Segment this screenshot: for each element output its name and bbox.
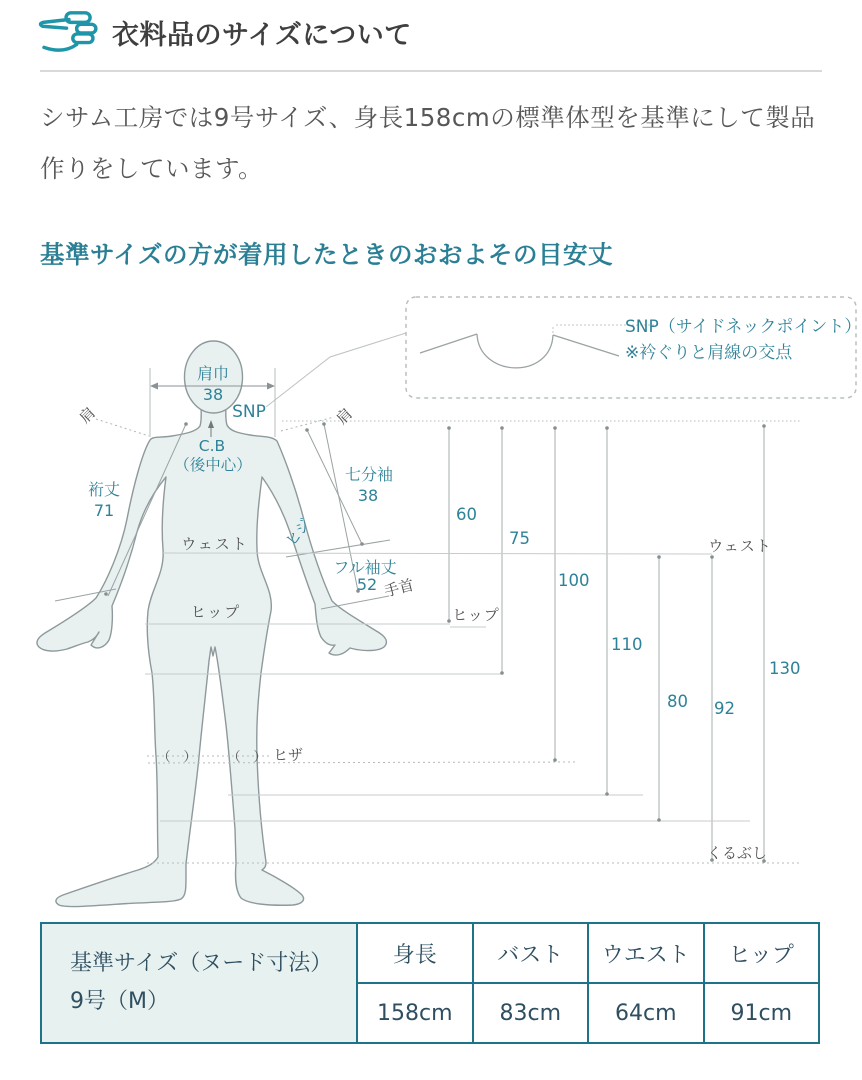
label-full-sleeve: フル袖丈: [333, 558, 397, 577]
value-waist: 64cm: [588, 983, 704, 1043]
length-lines: [449, 426, 764, 861]
label-waist-side: ウェスト: [708, 537, 772, 555]
label-length-100: 100: [558, 571, 590, 590]
label-length-75: 75: [509, 529, 530, 548]
label-yuki: 裄丈: [87, 480, 121, 499]
label-hip-body: ヒップ: [190, 603, 242, 621]
label-length-130: 130: [769, 659, 801, 678]
label-yuki-value: 71: [93, 501, 115, 520]
snp-callout: [406, 297, 861, 398]
arrow-left: [150, 383, 158, 390]
label-length-80: 80: [667, 692, 688, 711]
label-three-quarter-sleeve-value: 38: [357, 486, 379, 505]
size-table: [40, 922, 820, 1044]
label-ankle: くるぶし: [706, 844, 768, 862]
label-length-60: 60: [456, 505, 477, 524]
col-header-hip: ヒップ: [704, 923, 820, 983]
label-shoulder-right: 肩: [332, 404, 356, 428]
label-length-110: 110: [611, 635, 643, 654]
knee-mark-right: （ ）: [227, 750, 267, 765]
snp-callout-note: ※衿ぐりと肩線の交点: [625, 343, 793, 363]
table-header-row: [41, 923, 819, 983]
label-three-quarter-sleeve: 七分袖: [344, 465, 394, 484]
col-header-waist: ウエスト: [588, 923, 704, 983]
label-waist-body: ウェスト: [181, 535, 249, 553]
value-height: 158cm: [357, 983, 473, 1043]
arrow-right: [267, 383, 275, 390]
label-center-back: C.B: [198, 437, 226, 455]
col-header-bust: バスト: [473, 923, 589, 983]
label-shoulder-left: 肩: [75, 403, 99, 427]
knee-mark-left: （ ）: [157, 750, 197, 765]
label-full-sleeve-value: 52: [356, 575, 378, 594]
label-center-back-sub: （後中心）: [174, 456, 252, 474]
snp-callout-title: SNP（サイドネックポイント）: [625, 317, 862, 337]
col-header-height: 身長: [357, 923, 473, 983]
page-title: 衣料品のサイズについて: [112, 19, 412, 51]
label-hip-side: ヒップ: [452, 606, 500, 624]
label-shoulder-width: 肩巾: [196, 364, 230, 383]
label-shoulder-width-value: 38: [202, 385, 224, 404]
label-knee: ヒザ: [272, 746, 304, 764]
value-hip: 91cm: [704, 983, 820, 1043]
section-heading: 基準サイズの方が着用したときのおおよその目安丈: [40, 240, 614, 269]
label-length-92: 92: [714, 699, 735, 718]
snp-connector-line: [266, 333, 406, 407]
intro-text: シサム工房では9号サイズ、身長158cmの標準体型を基準にして製品作りをしています。: [40, 103, 816, 184]
table-row-header: 基準サイズ（ヌード寸法）9号（M）: [41, 923, 357, 1043]
value-bust: 83cm: [473, 983, 589, 1043]
label-wrist: 手首: [382, 575, 416, 601]
label-elbow: ヒジ: [281, 515, 315, 550]
label-snp: SNP: [232, 402, 266, 422]
